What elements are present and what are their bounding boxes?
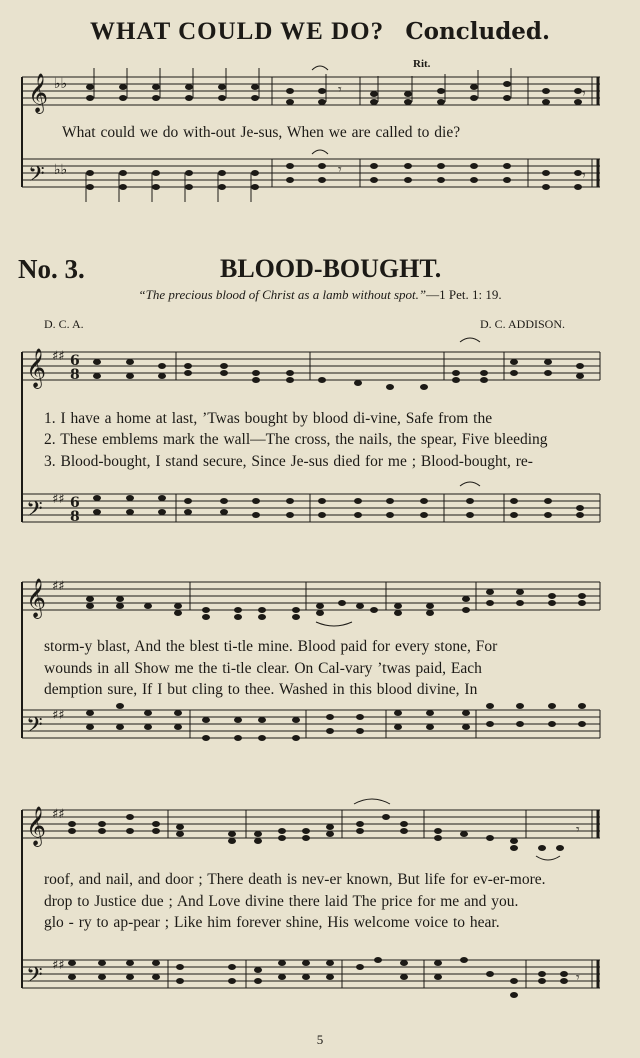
svg-text:𝄢: 𝄢 bbox=[28, 162, 45, 192]
top-title-text: WHAT COULD WE DO? bbox=[89, 18, 385, 45]
svg-text:𝄾: 𝄾 bbox=[576, 822, 580, 838]
top-section-title bbox=[0, 18, 640, 46]
system1-verse1: 1. I have a home at last, ’Twas bought by blood di-vine, Safe from the bbox=[44, 410, 493, 427]
credit-right: D. C. ADDISON. bbox=[480, 317, 566, 331]
svg-text:𝄢: 𝄢 bbox=[26, 497, 43, 527]
time-sig-top-bass: 6 bbox=[70, 495, 80, 511]
system1-verse3: 3. Blood-bought, I stand secure, Since Je-sus died for me ; Blood-bought, re- bbox=[44, 453, 533, 470]
hymn-title: BLOOD-BOUGHT. bbox=[220, 254, 442, 283]
svg-text:𝄾: 𝄾 bbox=[582, 86, 586, 102]
svg-text:𝄾: 𝄾 bbox=[582, 168, 586, 184]
svg-text:♭♭: ♭♭ bbox=[54, 162, 68, 178]
time-sig-bottom: 8 bbox=[70, 367, 80, 383]
system3-verse1: roof, and nail, and door ; There death is nev-er known, But life for ev-er-more. bbox=[44, 871, 546, 888]
svg-text:♭♭: ♭♭ bbox=[54, 76, 68, 92]
system3-verse3: glo - ry to ap-pear ; Like him forever shine, His welcome voice to hear. bbox=[44, 914, 500, 931]
svg-text:♯♯: ♯♯ bbox=[52, 958, 65, 973]
top-lyric-line: What could we do with-out Je-sus, When we are called to die? bbox=[62, 124, 461, 141]
system3-verse2: drop to Justice due ; And Love divine there laid The price for me and you. bbox=[44, 893, 519, 910]
system3-score bbox=[0, 800, 640, 1025]
epigraph-quote: “The precious blood of Christ as a lamb without spot.” bbox=[138, 287, 427, 302]
time-sig-bottom-bass: 8 bbox=[70, 509, 80, 525]
hymn-number: No. 3. bbox=[18, 254, 85, 284]
svg-text:𝄞: 𝄞 bbox=[26, 578, 47, 618]
epigraph-ref: —1 Pet. 1: 19. bbox=[426, 287, 502, 302]
svg-text:𝄾: 𝄾 bbox=[338, 82, 342, 98]
system2-verse1: storm-y blast, And the blest ti-tle mine. Blood paid for every stone, For bbox=[44, 638, 498, 655]
svg-text:𝄞: 𝄞 bbox=[28, 73, 49, 113]
svg-text:𝄢: 𝄢 bbox=[26, 963, 43, 993]
svg-text:𝄾: 𝄾 bbox=[576, 970, 580, 986]
page-number: 5 bbox=[316, 1032, 324, 1047]
svg-text:♯♯: ♯♯ bbox=[52, 708, 65, 723]
epigraph bbox=[0, 287, 640, 303]
credit-left: D. C. A. bbox=[44, 317, 84, 331]
svg-text:♯♯: ♯♯ bbox=[52, 579, 65, 594]
svg-text:♯♯: ♯♯ bbox=[52, 349, 65, 364]
svg-text:♯♯: ♯♯ bbox=[52, 492, 65, 507]
svg-text:𝄞: 𝄞 bbox=[26, 348, 47, 388]
svg-text:𝄾: 𝄾 bbox=[338, 162, 342, 178]
svg-text:♯♯: ♯♯ bbox=[52, 807, 65, 822]
svg-text:𝄢: 𝄢 bbox=[26, 713, 43, 743]
top-title-suffix: Concluded. bbox=[405, 18, 550, 45]
tempo-mark: Rit. bbox=[413, 58, 431, 70]
svg-text:𝄞: 𝄞 bbox=[26, 806, 47, 846]
system1-verse2: 2. These emblems mark the wall—The cross, the nails, the spear, Five bleeding bbox=[44, 431, 548, 448]
system2-verse2: wounds in all Show me the ti-tle clear. On Cal-vary ’twas paid, Each bbox=[44, 660, 482, 677]
time-sig-top: 6 bbox=[70, 353, 80, 369]
system2-verse3: demption sure, If I but cling to thee. Washed in this blood divine, In bbox=[44, 681, 478, 698]
